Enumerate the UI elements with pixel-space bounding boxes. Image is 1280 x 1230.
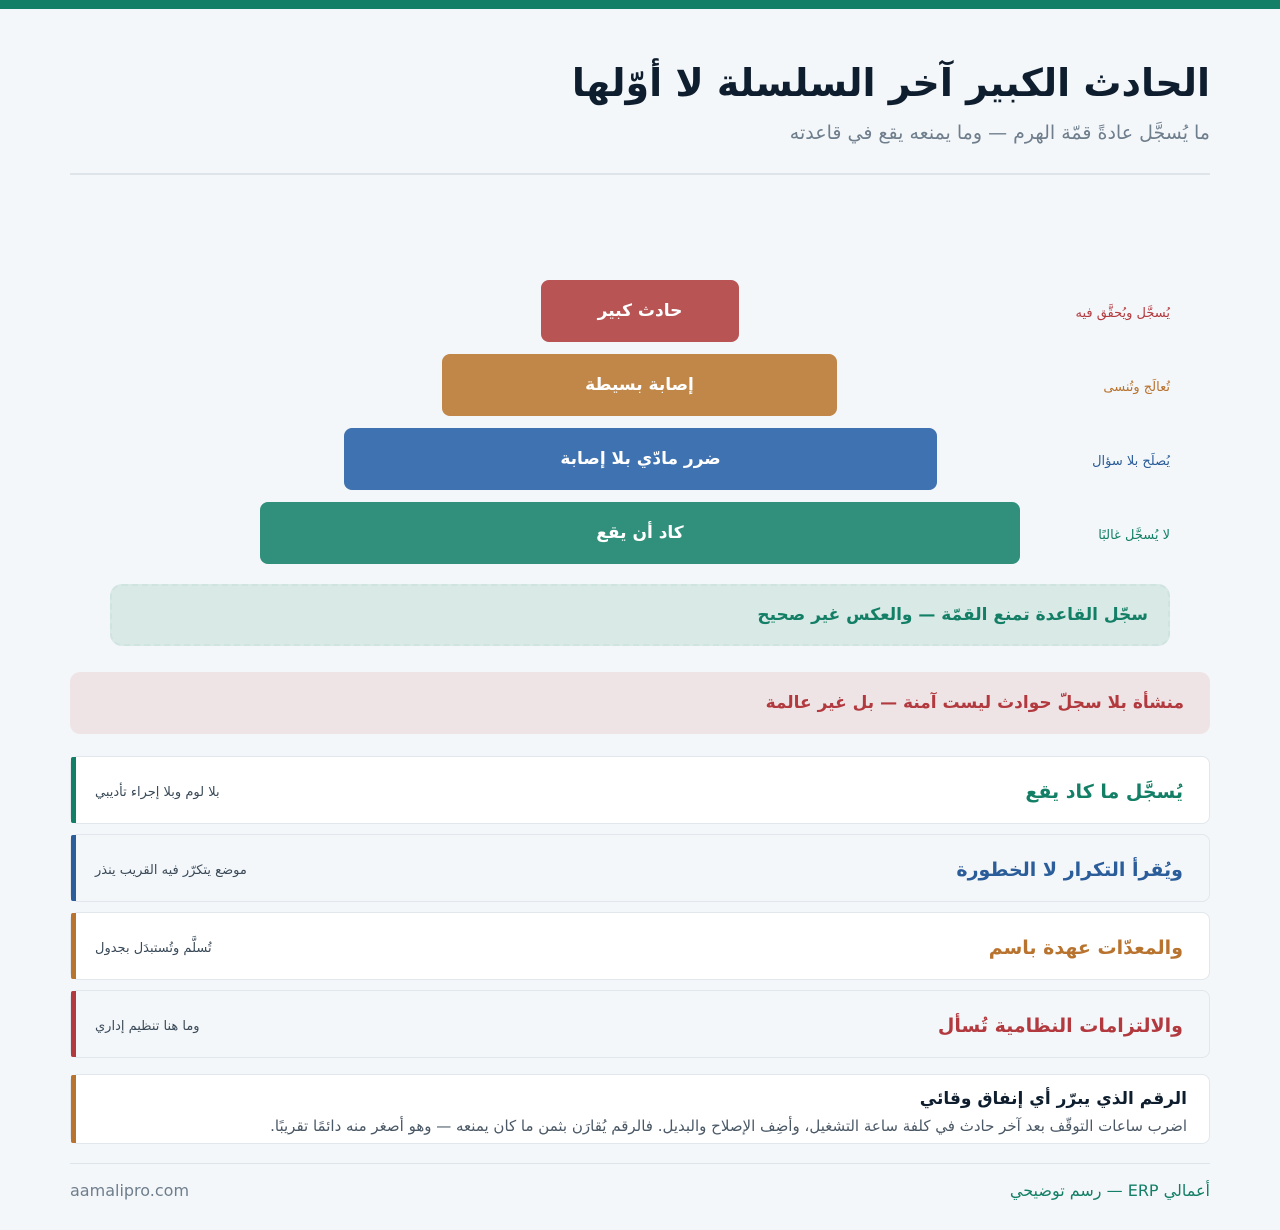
rule-note: موضع يتكرّر فيه القريب ينذر bbox=[95, 863, 247, 878]
footer-divider bbox=[70, 1163, 1210, 1164]
base-callout-text: سجّل القاعدة تمنع القمّة — والعكس غير صحيح bbox=[757, 605, 1148, 625]
pyramid-tier-major-accident bbox=[541, 280, 739, 342]
footer-site-link[interactable]: aamalipro.com bbox=[70, 1181, 190, 1200]
footer-brand: أعمالي ERP — رسم توضيحي bbox=[1009, 1181, 1210, 1200]
top-accent-bar bbox=[0, 0, 1280, 9]
rule-card bbox=[70, 834, 1210, 902]
rule-note: تُسلَّم وتُستبدَل بجدول bbox=[95, 941, 212, 956]
pyramid-tier-near-miss bbox=[260, 502, 1020, 564]
rule-note: وما هنا تنظيم إداري bbox=[95, 1019, 200, 1034]
pyramid-tier-minor-injury bbox=[442, 354, 837, 416]
note-accent-bar bbox=[71, 1075, 76, 1143]
header-divider bbox=[70, 173, 1210, 175]
tier-side-note: يُسجَّل ويُحقَّق فيه bbox=[1075, 306, 1170, 321]
rule-title: يُسجَّل ما كاد يقع bbox=[1025, 781, 1183, 803]
pyramid-base-callout bbox=[110, 584, 1170, 646]
tier-side-note: تُعالَج وتُنسى bbox=[1103, 380, 1170, 395]
note-body: اضرب ساعات التوقّف بعد آخر حادث في كلفة ساعة التشغيل، وأضِف الإصلاح والبديل. فالرقم يُقارَن بثمن ما كان يمنعه — وهو أصغر منه دائمًا تقريبًا. bbox=[270, 1117, 1187, 1135]
rule-title: والمعدّات عهدة باسم bbox=[988, 937, 1183, 959]
rule-accent-bar bbox=[71, 835, 76, 901]
tier-side-note: يُصلَح بلا سؤال bbox=[1092, 454, 1170, 469]
note-title: الرقم الذي يبرّر أي إنفاق وقائي bbox=[919, 1089, 1187, 1109]
rule-title: ويُقرأ التكرار لا الخطورة bbox=[956, 859, 1183, 881]
warning-text: منشأة بلا سجلّ حوادث ليست آمنة — بل غير عالمة bbox=[765, 693, 1184, 713]
rule-accent-bar bbox=[71, 757, 76, 823]
page-subtitle: ما يُسجَّل عادةً قمّة الهرم — وما يمنعه يقع في قاعدته bbox=[789, 122, 1210, 144]
cost-note-card bbox=[70, 1074, 1210, 1144]
tier-side-note: لا يُسجَّل غالبًا bbox=[1098, 528, 1170, 543]
tier-label: كاد أن يقع bbox=[596, 523, 684, 543]
rule-card bbox=[70, 912, 1210, 980]
page-header bbox=[70, 58, 1210, 146]
tier-label: ضرر مادّي بلا إصابة bbox=[560, 449, 721, 469]
rule-title: والالتزامات النظامية تُسأل bbox=[937, 1015, 1183, 1037]
rule-card bbox=[70, 990, 1210, 1058]
pyramid-tier-property-damage bbox=[344, 428, 937, 490]
rule-accent-bar bbox=[71, 991, 76, 1057]
tier-label: حادث كبير bbox=[597, 301, 683, 321]
warning-banner bbox=[70, 672, 1210, 734]
rule-note: بلا لوم وبلا إجراء تأديبي bbox=[95, 785, 220, 800]
rule-accent-bar bbox=[71, 913, 76, 979]
tier-label: إصابة بسيطة bbox=[585, 375, 694, 395]
rule-card bbox=[70, 756, 1210, 824]
page-title: الحادث الكبير آخر السلسلة لا أوّلها bbox=[571, 61, 1210, 105]
